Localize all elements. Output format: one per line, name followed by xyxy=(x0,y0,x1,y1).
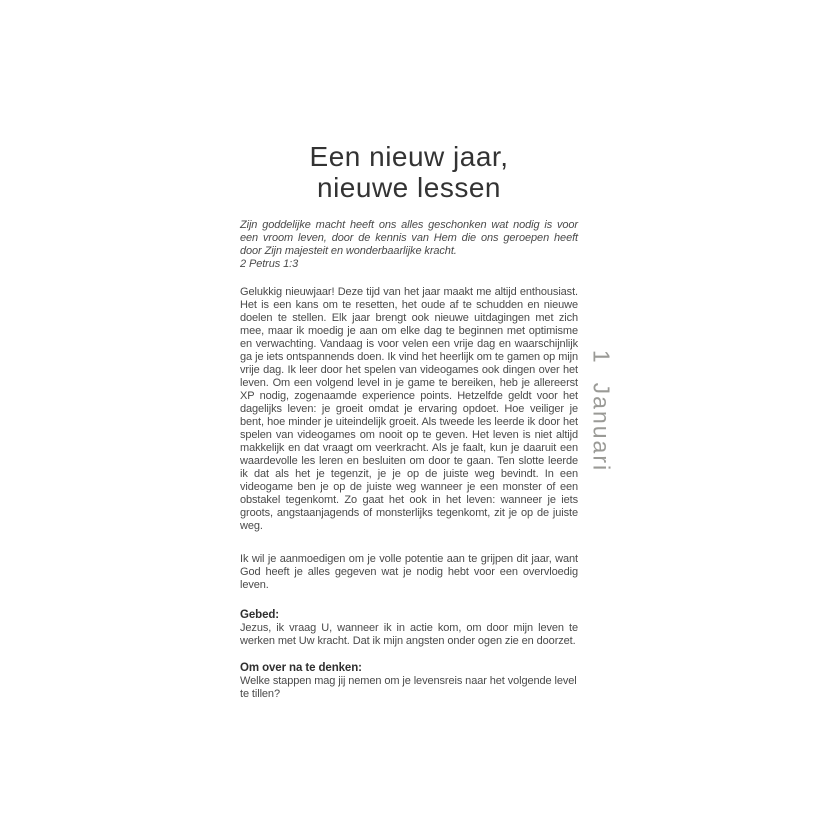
body-paragraph-1: Gelukkig nieuwjaar! Deze tijd van het jaar maakt me altijd enthousiast. Het is een kans om te resetten, het oude af te schudden en nieuwe doelen te stellen. Elk jaar brengt ook nieuwe uitdagingen met zich mee, maar ik moedig je aan om elke dag te beginnen met optimisme en verwachting. Vandaag is voor velen een vrije dag en waarschijnlijk ga je iets ontspannends doen. Ik vind het heerlijk om te gamen op mijn vrije dag. Ik leer door het spelen van videogames ook dingen over het leven. Om een volgend level in je game te bereiken, heb je allereerst XP nodig, zogenaamde experience points. Hetzelfde geldt voor het dagelijks leven: je groeit omdat je ervaring opdoet. Hoe veiliger je bent, hoe minder je uiteindelijk groeit. Als tweede les leerde ik door het spelen van videogames om nooit op te geven. Het leven is niet altijd makkelijk en dat vraagt om veerkracht. Als je faalt, kun je daaruit een waardevolle les leren en besluiten om door te gaan. Ten slotte leerde ik dat als het je tegenzit, je je op de juiste weg bevindt. In een videogame ben je op de juiste weg wanneer je een monster of een obstakel tegenkomt. Zo gaat het ook in het leven: wanneer je iets groots, angstaanjagends of monsterlijks tegenkomt, zit je op de juiste weg. xyxy=(240,286,578,532)
scripture-quote: Zijn goddelijke macht heeft ons alles geschonken wat nodig is voor een vroom leven, door de kennis van Hem die ons geroepen heeft door Zijn majesteit en wonderbaarlijke kracht. xyxy=(240,219,578,257)
page-content-column xyxy=(240,141,578,715)
date-month-label: Januari xyxy=(588,382,615,473)
date-day-label: 1 xyxy=(588,349,615,365)
prayer-section xyxy=(240,609,578,648)
page-title xyxy=(240,141,578,203)
reflection-section xyxy=(240,662,578,701)
scripture-reference: 2 Petrus 1:3 xyxy=(240,258,299,270)
prayer-heading: Gebed: xyxy=(240,609,280,621)
body-paragraph-2: Ik wil je aanmoedigen om je volle potentie aan te grijpen dit jaar, want God heeft je alles gegeven wat je nodig hebt voor een overvloedig leven. xyxy=(240,553,578,591)
page-title-line-2: nieuwe lessen xyxy=(317,172,501,203)
reflection-text: Welke stappen mag jij nemen om je levensreis naar het volgende level te tillen? xyxy=(240,675,577,700)
reflection-heading: Om over na te denken: xyxy=(240,662,362,674)
date-spine-label xyxy=(588,350,615,472)
page-title-line-1: Een nieuw jaar, xyxy=(309,141,509,172)
prayer-text: Jezus, ik vraag U, wanneer ik in actie kom, om door mijn leven te werken met Uw kracht. Dat ik mijn angsten onder ogen zie en doorzet. xyxy=(240,622,578,647)
